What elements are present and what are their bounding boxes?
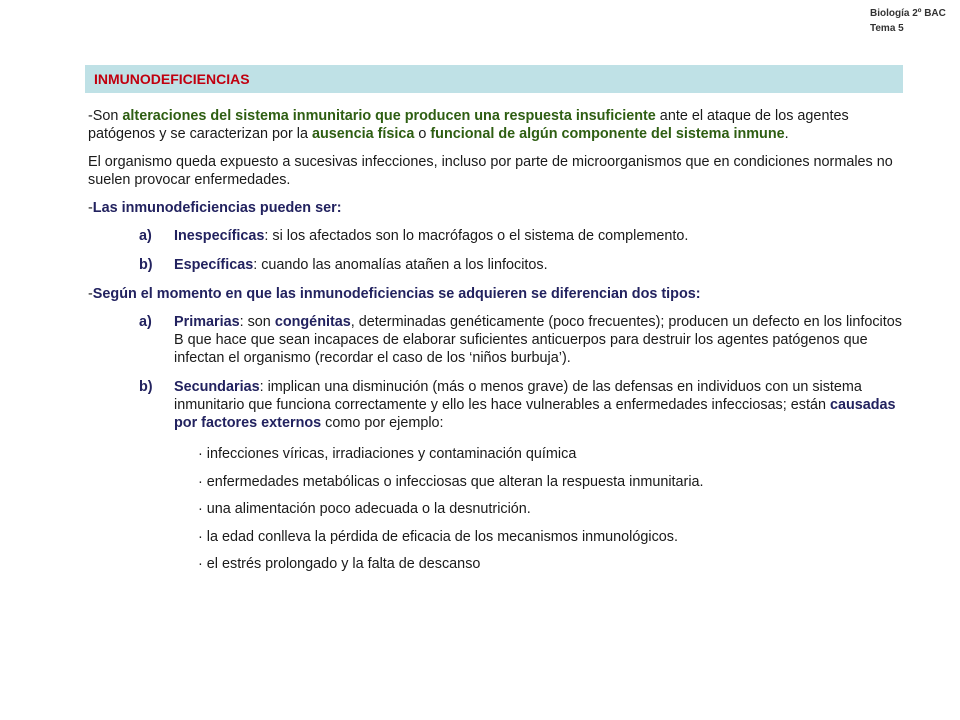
item-label: a) xyxy=(139,314,152,330)
item-label: b) xyxy=(139,379,153,395)
type-item-inespecificas xyxy=(88,227,903,245)
intro-mid-1: ante el ataque de los agentes patógenos y se caracterizan por la xyxy=(88,108,849,142)
types-heading-text: Las inmunodeficiencias pueden ser: xyxy=(92,200,342,216)
type-item-secundarias xyxy=(88,378,903,432)
example-item: · el estrés prolongado y la falta de descanso xyxy=(198,556,481,572)
item-term: Específicas xyxy=(174,257,254,273)
intro-bold-1: alteraciones del sistema inmunitario que producen una respuesta insuficiente xyxy=(122,108,656,124)
example-item: · la edad conlleva la pérdida de eficacia de los mecanismos inmunológicos. xyxy=(198,528,678,545)
moment-heading xyxy=(88,285,903,303)
page-title: INMUNODEFICIENCIAS xyxy=(94,71,250,87)
intro-paragraph xyxy=(88,107,903,143)
intro-end: . xyxy=(784,126,789,142)
intro-mid-2: o xyxy=(414,126,431,142)
example-item: · infecciones víricas, irradiaciones y contaminación química xyxy=(198,446,577,462)
item-desc: : si los afectados son lo macrófagos o el sistema de complemento. xyxy=(264,228,689,244)
item-desc: : cuando las anomalías atañen a los linfocitos. xyxy=(253,257,548,273)
item-bold: causadas por factores externos xyxy=(174,397,896,431)
course-header xyxy=(870,6,946,36)
moment-heading-dash: - xyxy=(88,286,93,302)
item-term: Primarias xyxy=(174,314,240,330)
item-text-2: , determinadas genéticamente (poco frecuentes); producen un defecto en los linfocitos B que hace que sean incapaces de elaborar suficientes anticuerpos para destruir los agentes patógenos que infectan el organismo (recordar el caso de los ‘niños burbuja’). xyxy=(174,314,902,366)
item-text-2: como por ejemplo: xyxy=(321,415,444,431)
item-text-1: : son xyxy=(239,314,275,330)
content xyxy=(88,107,903,583)
item-term: Secundarias xyxy=(174,379,260,395)
moment-heading-text: Según el momento en que las inmunodeficiencias se adquieren se diferencian dos tipos: xyxy=(92,286,701,302)
type-item-primarias xyxy=(88,313,903,367)
item-text-1: : implican una disminución (más o menos grave) de las defensas en individuos con un sistema inmunitario que funciona correctamente y ello les hace vulnerables a enfermedades infecciosas; están xyxy=(174,379,862,413)
example-item: · enfermedades metabólicas o infecciosas que alteran la respuesta inmunitaria. xyxy=(198,473,704,490)
example-item: · una alimentación poco adecuada o la desnutrición. xyxy=(198,501,531,517)
intro-prefix: -Son xyxy=(88,108,123,124)
topic-number: Tema 5 xyxy=(870,23,904,34)
course-name: Biología 2º BAC xyxy=(870,8,946,19)
item-bold: congénitas xyxy=(274,314,351,330)
types-heading xyxy=(88,199,903,217)
item-term: Inespecíficas xyxy=(174,228,265,244)
intro-bold-2: ausencia física xyxy=(311,126,415,142)
item-label: a) xyxy=(139,228,152,244)
item-label: b) xyxy=(139,257,153,273)
type-item-especificas xyxy=(88,256,903,274)
consequence-paragraph: El organismo queda expuesto a sucesivas infecciones, incluso por parte de microorganismos que en condiciones normales no suelen provocar enfermedades. xyxy=(88,154,893,188)
types-heading-dash: - xyxy=(88,200,93,216)
title-bar xyxy=(85,65,903,93)
intro-bold-3: funcional de algún componente del sistema inmune xyxy=(430,126,785,142)
